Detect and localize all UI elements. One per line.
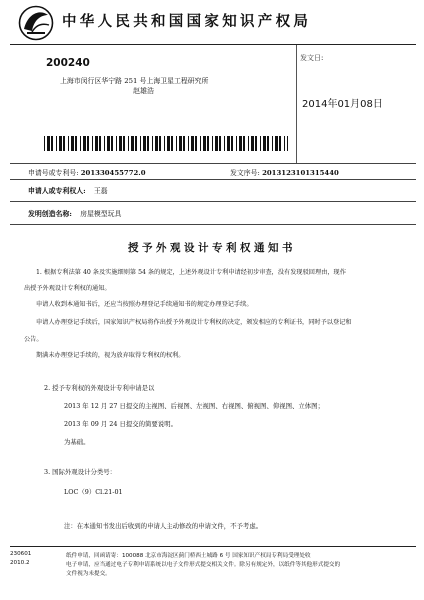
applicant-label: 申请人或专利权人: xyxy=(28,187,86,195)
note: 注：在本通知书发出后收到的申请人主动修改的申请文件，不予考虑。 xyxy=(64,522,263,530)
para-3-line-2: 公告。 xyxy=(24,336,43,343)
section-2-line-3: 为基础。 xyxy=(64,438,90,446)
sipo-emblem-icon xyxy=(18,5,54,41)
sent-date: 2014年01月08日 xyxy=(302,99,383,110)
document-title: 授予外观设计专利权通知书 xyxy=(128,242,296,254)
footer-rule xyxy=(10,546,416,547)
classification-code: LOC（9）Cl.21-01 xyxy=(64,488,123,496)
applicant-row xyxy=(28,185,108,195)
address: 上海市闵行区华宁路 251 号上海卫星工程研究所 xyxy=(60,77,209,85)
app-number-label: 申请号或专利号: xyxy=(28,169,79,177)
barcode xyxy=(44,136,288,151)
section-2-line-1: 2013 年 12 月 27 日提交的主视图、后视图、左视图、右视图、俯视图、仰视图、立体图； xyxy=(64,402,324,410)
footer-line-1: 纸件申请，回函请寄：100088 北京市海淀区蓟门桥西土城路 6 号 国家知识产权局专利局受理处收 xyxy=(66,553,311,559)
header-rule xyxy=(10,44,416,45)
section-3-title: 3. 国际外观设计分类号： xyxy=(44,468,117,476)
para-1-line-1: 1. 根据专利法第 40 条及实施细则第 54 条的规定，上述外观设计专利申请经初步审查，没有发现驳回理由，现作 xyxy=(36,269,346,276)
applicant-name: 王磊 xyxy=(93,187,108,195)
meta-rule-2 xyxy=(10,179,416,180)
meta-rule-1 xyxy=(10,163,416,164)
section-2-title: 2. 授予专利权的外观设计专利申请是以 xyxy=(44,384,155,392)
para-4: 期满未办理登记手续的，视为放弃取得专利权的权利。 xyxy=(36,352,185,359)
para-2: 申请人收到本通知书后，还应当按照办理登记手续通知书的规定办理登记手续。 xyxy=(36,301,253,308)
para-3-line-1: 申请人办理登记手续后，国家知识产权局将作出授予外观设计专利权的决定，颁发相应的专利证书，同时予以登记和 xyxy=(36,319,352,326)
recipient-name: 赵雄浩 xyxy=(133,87,154,95)
meta-rule-3 xyxy=(10,201,416,202)
para-1-line-2: 出授予外观设计专利权的通知。 xyxy=(24,285,111,292)
invention-label: 发明创造名称: xyxy=(28,210,72,218)
header-divider xyxy=(296,45,297,163)
office-title: 中华人民共和国国家知识产权局 xyxy=(62,14,312,30)
sent-date-label: 发文日: xyxy=(300,54,324,62)
invention-row xyxy=(28,208,121,218)
section-2-line-2: 2013 年 09 月 24 日提交的简要说明。 xyxy=(64,420,177,428)
form-version: 2010.2 xyxy=(10,560,30,566)
app-number-row xyxy=(28,167,146,177)
postcode: 200240 xyxy=(46,57,90,69)
meta-rule-4 xyxy=(10,224,416,225)
app-number: 201330455772.0 xyxy=(80,169,146,177)
send-number: 2013123101315440 xyxy=(262,169,339,177)
footer-line-2: 电子申请，应当通过电子专利申请系统以电子文件形式提交相关文件。除另有规定外，以纸件等其他形式提交的 xyxy=(66,562,341,568)
send-number-row xyxy=(230,167,339,177)
invention-name: 房屋模型玩具 xyxy=(80,210,122,218)
send-number-label: 发文序号: xyxy=(230,169,260,177)
form-code: 230601 xyxy=(10,551,32,557)
footer-line-3: 文件视为未提交。 xyxy=(66,571,111,577)
